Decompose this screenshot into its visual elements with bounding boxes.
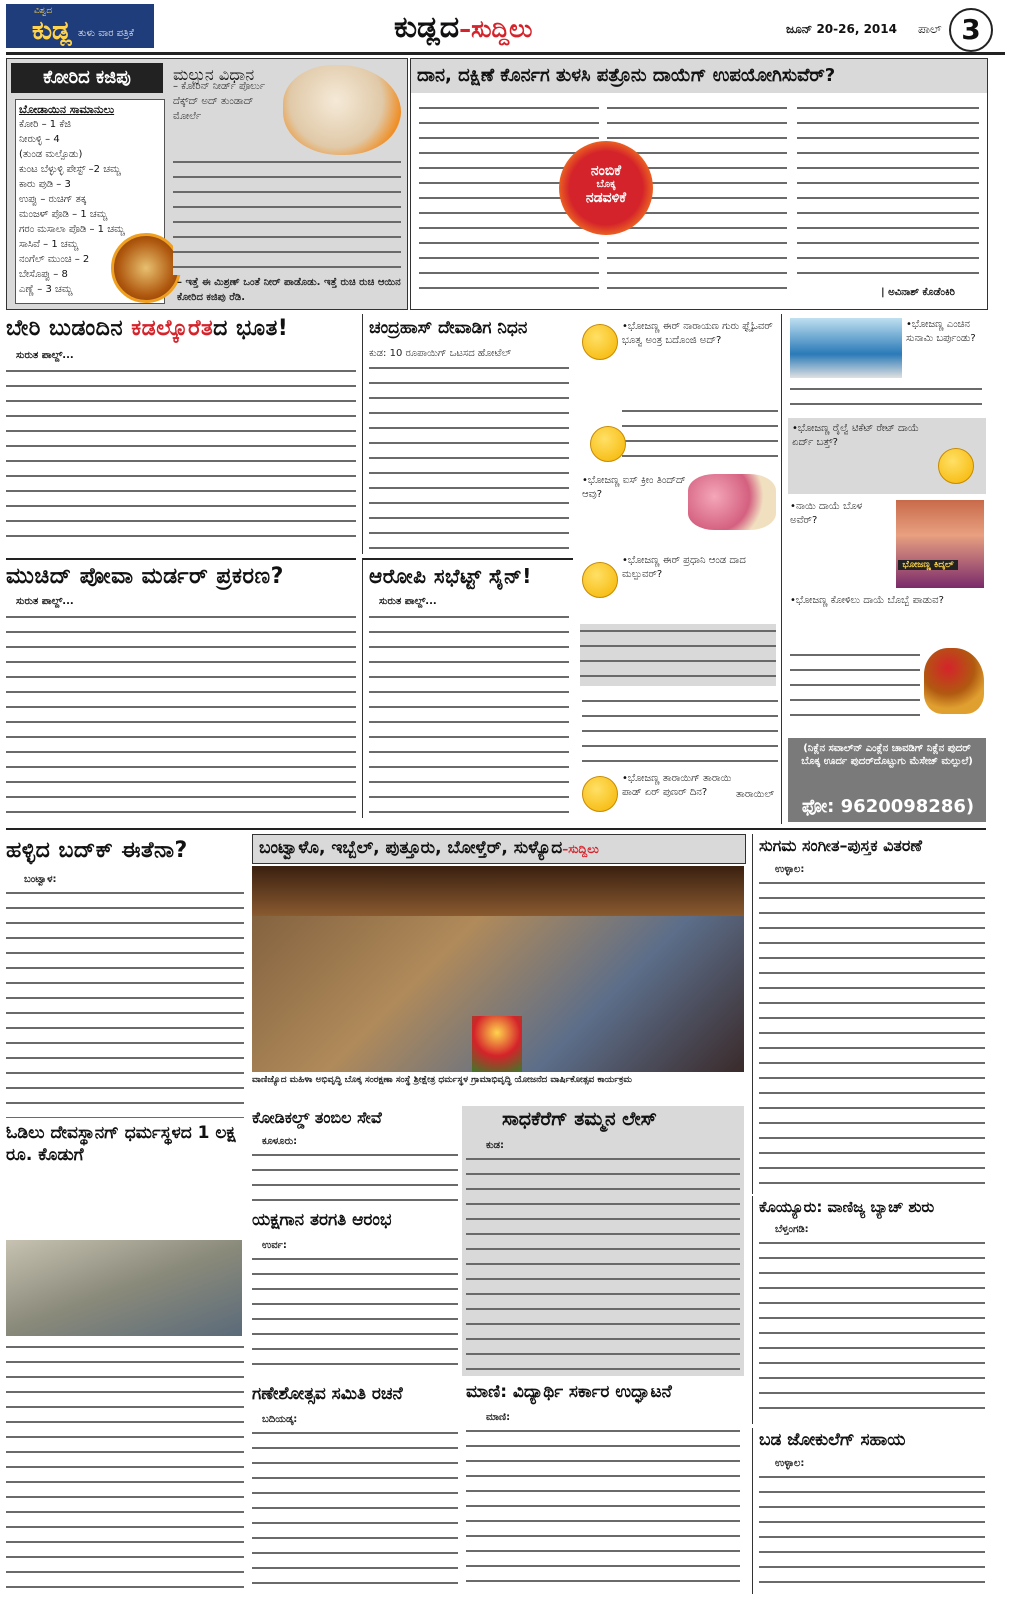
chandrahas-body bbox=[369, 361, 569, 549]
chandrahas-article bbox=[362, 314, 573, 554]
phone-number: 9620098286) bbox=[840, 796, 975, 817]
recipe-title: ಕೋರಿದ ಕಜಿಪು bbox=[11, 63, 163, 93]
newspaper-logo[interactable] bbox=[6, 4, 154, 48]
bhojanna-item-5: •ನಾಯಿ ದಾಯೆ ಬೊಳ ಅವೆರ್? bbox=[790, 501, 863, 526]
beri-title-c: ದ ಭೂತ! bbox=[213, 316, 289, 341]
regional-banner-title bbox=[259, 838, 739, 858]
koyyur-lead: ಬೆಳ್ತಂಗಡಿ: bbox=[775, 1224, 809, 1235]
ingredient-item: ನಂಗೆಲ್ ಮುಂಚಿ – 2 bbox=[19, 254, 90, 265]
ingredient-item: ಗರಂ ಮಸಾಲಾ ಪೊಡಿ – 1 ಚಮ್ಚ bbox=[19, 224, 125, 235]
sadhaka-headline: ಸಾಧಕೆರೆಗ್ ತಮ್ಮನ ಲೇಸ್ bbox=[502, 1108, 657, 1130]
sadhaka-body bbox=[466, 1152, 740, 1372]
ingredient-item: ಉಪ್ಪು – ರುಚಿಗ್ ತಕ್ಕ bbox=[19, 194, 87, 205]
page-number: 3 bbox=[949, 8, 993, 52]
phone-line[interactable] bbox=[794, 796, 982, 817]
ganesh-article bbox=[252, 1384, 458, 1594]
railway-question-box bbox=[788, 418, 986, 494]
phone-label: ಫೋ: bbox=[801, 796, 835, 817]
sadhaka-lead: ಕುಡ: bbox=[486, 1140, 505, 1151]
masthead bbox=[6, 4, 1005, 55]
rooster-icon bbox=[924, 648, 984, 714]
ingredients-heading: ಬೋಡಾಯಿನ ಸಾಮಾನುಲು bbox=[19, 103, 115, 116]
badge-line-1: ನಂಬಿಕೆ bbox=[590, 163, 622, 179]
muchid-byline: ಸುರುತ ಪಾಲ್ದ್... bbox=[16, 596, 74, 607]
yakshagana-lead: ಉರ್ವ: bbox=[262, 1240, 287, 1251]
rooster-answer bbox=[790, 648, 920, 724]
regional-banner bbox=[252, 834, 746, 864]
kodikal-headline: ಕೋಡಿಕಲ್ಡ್ ತಂಬಿಲ ಸೇವೆ bbox=[252, 1108, 382, 1127]
bhojanna-left bbox=[576, 314, 782, 824]
ingredient-item: (ತುಂಡ ಮಲ್ಪೊಡು) bbox=[19, 149, 83, 160]
sugama-article bbox=[752, 834, 987, 1194]
kodikal-body bbox=[252, 1148, 458, 1204]
sugama-headline: ಸುಗಮ ಸಂಗೀತ–ಪುಸ್ತಕ ವಿತರಣೆ bbox=[759, 836, 923, 855]
bhojanna-item-8: •ಭೋಜಣ್ಣ ತಾರಾಯಿಗ್ ತಾರಾಯಿ ಪಾಡ್ ಏರ್ ಪುಣರ್ ದಿನ? bbox=[622, 773, 732, 798]
contact-box bbox=[788, 738, 986, 822]
issue-date: ಜೂನ್ 20-26, 2014 bbox=[786, 22, 897, 36]
tulsi-author: | ಅವಿನಾಶ್ ಕೊಡೆಂಕಿರಿ bbox=[881, 287, 955, 298]
tulsi-headline: ದಾನ, ದಕ್ಷಿಣೆ ಕೊರ್ನಗ ತುಳಸಿ ಪತ್ರೊನು ದಾಯೆಗ್ ಉಪಯೋಗಿಸುವೆರ್? bbox=[417, 65, 836, 86]
sugama-lead: ಉಳ್ಳಾಲ: bbox=[775, 864, 805, 875]
page-title-suffix: –ಸುದ್ದಿಲು bbox=[459, 15, 533, 43]
bhojanna-item-7: •ಭೋಜಣ್ಣ ಈರ್ ಪ್ರಧಾನಿ ಆಂಡ ದಾದ ಮಲ್ಪುವರ್? bbox=[622, 555, 746, 580]
ingredient-item: ಸಾಸಿವೆ – 1 ಚಮ್ಚ bbox=[19, 239, 79, 250]
ganesh-body bbox=[252, 1426, 458, 1592]
ingredient-item: ಕೋರಿ – 1 ಕೆಜಿ bbox=[19, 119, 71, 130]
muchid-body bbox=[6, 610, 356, 815]
lamp-flowers bbox=[472, 1016, 522, 1072]
wink-emoji-icon bbox=[938, 448, 974, 484]
bhojanna-more-text bbox=[582, 694, 778, 764]
bhojanna-author: ತಾರಾಯಿಲ್ bbox=[736, 789, 775, 800]
halli-body bbox=[6, 886, 244, 1118]
bhojanna-right bbox=[788, 314, 986, 824]
belief-badge bbox=[559, 141, 653, 235]
ingredient-item: ಕುಂಟ ಬೆಳ್ಳುಳ್ಳಿ ಪೇಸ್ಟ್ –2 ಚಮ್ಚ bbox=[19, 164, 121, 175]
muchid-article bbox=[6, 558, 356, 818]
ingredient-item: ಮಂಜಳ್ ಪೊಡಿ – 1 ಚಮ್ಚ bbox=[19, 209, 108, 220]
aropi-byline: ಸುರುತ ಪಾಲ್ದ್... bbox=[379, 596, 437, 607]
regional-banner-text: ಬಂಟ್ವಾಳೊ, ಇಬ್ಬೆಲ್, ಪುತ್ತೂರು, ಬೋಳ್ತೆರ್, ಸುಳ್ಯೊದ bbox=[259, 838, 563, 858]
method-steps-text bbox=[173, 155, 401, 275]
worried-emoji-icon bbox=[582, 562, 618, 598]
yakshagana-headline: ಯಕ್ಷಗಾನ ತರಗತಿ ಆರಂಭ bbox=[252, 1210, 392, 1230]
koyyur-headline: ಕೊಯ್ಯೂರು: ವಾಣಿಜ್ಯ ಬ್ಯಾಚ್ ಶುರು bbox=[759, 1198, 935, 1216]
bada-lead: ಉಳ್ಳಾಲ: bbox=[775, 1458, 805, 1469]
raw-chicken-icon bbox=[283, 65, 401, 155]
koyyur-article bbox=[752, 1196, 987, 1424]
dish-plate-icon bbox=[111, 233, 181, 303]
beri-title-a: ಬೇರಿ ಬುಡಂದಿನ bbox=[6, 316, 132, 341]
laughing-emoji-icon bbox=[582, 324, 618, 360]
odil-headline: ಓಡಿಲು ದೇವಸ್ಥಾನಗ್ ಧರ್ಮಸ್ಥಳದ 1 ಲಕ್ಷ ರೂ. ಕೊಡುಗೆ bbox=[6, 1123, 236, 1165]
badge-line-3: ನಡವಳಿಕೆ bbox=[585, 190, 627, 206]
aropi-body bbox=[369, 610, 569, 815]
mane-headline: ಮಾಣಿ: ವಿದ್ಯಾರ್ಥಿ ಸರ್ಕಾರ ಉದ್ಘಾಟನೆ bbox=[466, 1382, 672, 1402]
yakshagana-body bbox=[252, 1252, 458, 1378]
sadhaka-article bbox=[462, 1106, 744, 1376]
beri-byline: ಸುರುತ ಪಾಲ್ದ್... bbox=[16, 350, 74, 361]
ice-cream-icon bbox=[688, 474, 776, 530]
aropi-article bbox=[362, 558, 573, 818]
tulsi-col-3 bbox=[797, 101, 979, 283]
bada-body bbox=[759, 1470, 985, 1592]
ingredient-item: ಎಣ್ಣೆ – 3 ಚಮ್ಚ bbox=[19, 284, 73, 295]
halli-headline: ಹಳ್ಳಿದ ಬದ್‌ಕ್ ಈತೆನಾ? bbox=[6, 838, 188, 863]
bhojanna-avatar bbox=[896, 500, 984, 588]
beri-title-b: ಕಡಲ್ಕೊರೆತ bbox=[131, 316, 214, 341]
logo-tagline: ತುಳು ವಾರ ಪತ್ರಿಕೆ bbox=[78, 28, 134, 39]
bada-article bbox=[752, 1428, 987, 1594]
beri-article bbox=[6, 314, 356, 554]
tsunami-answer bbox=[790, 382, 982, 412]
contact-instructions: (ನಿಕ್ಲೆನ ಸವಾಲ್‌ನ್ ಎಂಕ್ಲೆನ ಚಾವಡಿಗ್ ನಿಕ್ಲೆನ ಪುದರ್ ಬೊಕ್ಕ ಊರ್ದ ಪುದರ್‌ದೊಟ್ಟುಗು ಮೆಸೇಜ್ ಮಲ್ಪುಲೆ) bbox=[801, 743, 973, 767]
aropi-headline: ಆರೋಪಿ ಸಭೆಟ್ಟ್ ಸೈನ್! bbox=[369, 564, 532, 588]
muchid-headline: ಮುಚಿದ್ ಪೋವಾ ಮರ್ಡರ್ ಪ್ರಕರಣ? bbox=[6, 564, 284, 589]
yakshagana-article bbox=[252, 1210, 458, 1380]
page-title bbox=[394, 10, 532, 45]
bhojanna-item-3: •ಭೋಜಣ್ಣ ರೈಲ್ವೆ ಟಿಕೆಟ್ ರೇಟ್ ದಾಯೆ ಏರ್ದ್ ಬತ್ತ್? bbox=[792, 423, 920, 448]
ingredient-item: ನೀರುಳ್ಳಿ – 4 bbox=[19, 134, 60, 145]
koyyur-body bbox=[759, 1236, 985, 1422]
kodikal-article bbox=[252, 1106, 458, 1206]
smile-emoji-icon bbox=[582, 776, 618, 812]
beri-body bbox=[6, 364, 356, 549]
halli-lead: ಬಂಟ್ವಾಳ: bbox=[24, 874, 57, 885]
ingredient-item: ಬೇಸೊಪ್ಪು – 8 bbox=[19, 269, 68, 280]
logo-small-text: ವಿಶ್ವದ bbox=[34, 6, 53, 16]
bhojanna-item-2: •ಭೋಜಣ್ಣ ಎಂಚಿನ ಸುನಾಮಿ ಬರ್ಪುಂಡು? bbox=[906, 319, 976, 344]
regional-banner-suffix: –ಸುದ್ದಿಲು bbox=[562, 842, 599, 856]
photo-caption: ವಾಣಿಜ್ಯೊದ ಮಹಿಳಾ ಅಭಿವೃದ್ಧಿ ಬೊಕ್ಕ ಸಂರಕ್ಷಣಾ ಸಂಸ್ಥೆ ಶ್ರೀಕ್ಷೇತ್ರ ಧರ್ಮಸ್ಥಳ ಗ್ರಾಮಾಭಿವೃದ್ಧಿ ಯೋಜನೆದ ವಾರ್ಷಿಕೋತ್ಸವ ಕಾರ್ಯಕ್ರಮ bbox=[252, 1075, 632, 1085]
odil-body bbox=[6, 1340, 244, 1590]
chandrahas-lead: ಕುಡ: 10 ರೂಪಾಯಿಗ್ ಒಟಸದ ಹೋಟೆಲ್ bbox=[369, 348, 512, 359]
bhojanna-item-6: •ಭೋಜಣ್ಣ ಕೋಳಿಲು ದಾಯೆ ಬೊಬ್ಬೆ ಪಾಡುವ? bbox=[790, 595, 944, 606]
method-intro: – ಕೋರಿನ್ ನೀರ್ಡ್ ಪೊರ್ಲು ದೆಕ್ಕ್‌ದ್ ಅದ್ ತುಂಡಾದ್ ಮೋರ್ಲೆ bbox=[173, 81, 266, 122]
mane-body bbox=[466, 1424, 740, 1592]
recipe-box bbox=[6, 58, 408, 310]
photo-ceiling bbox=[252, 866, 744, 916]
ganesh-headline: ಗಣೇಶೋತ್ಸವ ಸಮಿತಿ ರಚನೆ bbox=[252, 1384, 403, 1404]
bhojanna-badge: ಭೋಜಣ್ಣ ಕಿದ್ಕಲ್ bbox=[898, 560, 958, 570]
halli-article bbox=[6, 834, 244, 1184]
thumbs-up-emoji-icon bbox=[590, 426, 626, 462]
badge-line-2: ಬೊಕ್ಕ bbox=[596, 179, 616, 190]
section-divider bbox=[6, 828, 986, 830]
bada-headline: ಬಡ ಜೋಕುಲೆಗ್ ಸಹಾಯ bbox=[759, 1430, 906, 1450]
logo-main-text: ಕುಡ್ಲ bbox=[32, 16, 72, 46]
beri-headline bbox=[6, 316, 356, 341]
kodikal-lead: ಕೂಳೂರು: bbox=[262, 1136, 298, 1147]
page-label: ಪಾಲ್ bbox=[918, 22, 942, 36]
ganesh-lead: ಬದಿಯಡ್ಕ: bbox=[262, 1414, 298, 1425]
odil-photo bbox=[6, 1240, 242, 1336]
bhojanna-item-3-body bbox=[622, 404, 778, 464]
bhojanna-item-1: •ಭೋಜಣ್ಣ ಈರ್ ನಾರಾಯಣ ಗುರು ಫ್ಲೈಓವರ್ ಭೂತ್ವ ಅಂತ್ರ ಬದೊಂಜಿ ಅದ್? bbox=[622, 321, 773, 346]
tulsi-article bbox=[410, 58, 988, 310]
method-heading: ಮಲ್ಪುನ ವಿಧಾನ bbox=[173, 65, 255, 84]
bhojanna-highlight-box bbox=[580, 624, 776, 686]
mane-lead: ಮಾಣಿ: bbox=[486, 1412, 511, 1423]
tsunami-wave-icon bbox=[790, 318, 902, 378]
bhojanna-item-4: •ಭೋಜಣ್ಣ ಐಸ್ ಕ್ರೀಂ ತಿಂದ್‌ದ್ ಆವು? bbox=[582, 475, 686, 500]
ceremony-photo bbox=[252, 866, 744, 1072]
mane-article bbox=[462, 1380, 744, 1594]
chandrahas-headline: ಚಂದ್ರಹಾಸ್ ದೇವಾಡಿಗ ನಿಧನ bbox=[369, 318, 528, 338]
page-title-text: ಕುಡ್ಲದ bbox=[394, 10, 460, 45]
method-note: – ಇತ್ತೆ ಈ ಮಿಶ್ರಣ್ ಒಂತೆ ನೀರ್ ಪಾಡೊಡು. ಇತ್ತೆ ರುಚಿ ರುಚಿ ಆಯಿನ ಕೋರಿದ ಕಜಿಪು ರೆಡಿ. bbox=[177, 277, 401, 303]
bhojanna-section bbox=[576, 314, 986, 824]
ingredient-item: ಕಾರು ಪುಡಿ – 3 bbox=[19, 179, 71, 190]
sugama-body bbox=[759, 876, 985, 1192]
